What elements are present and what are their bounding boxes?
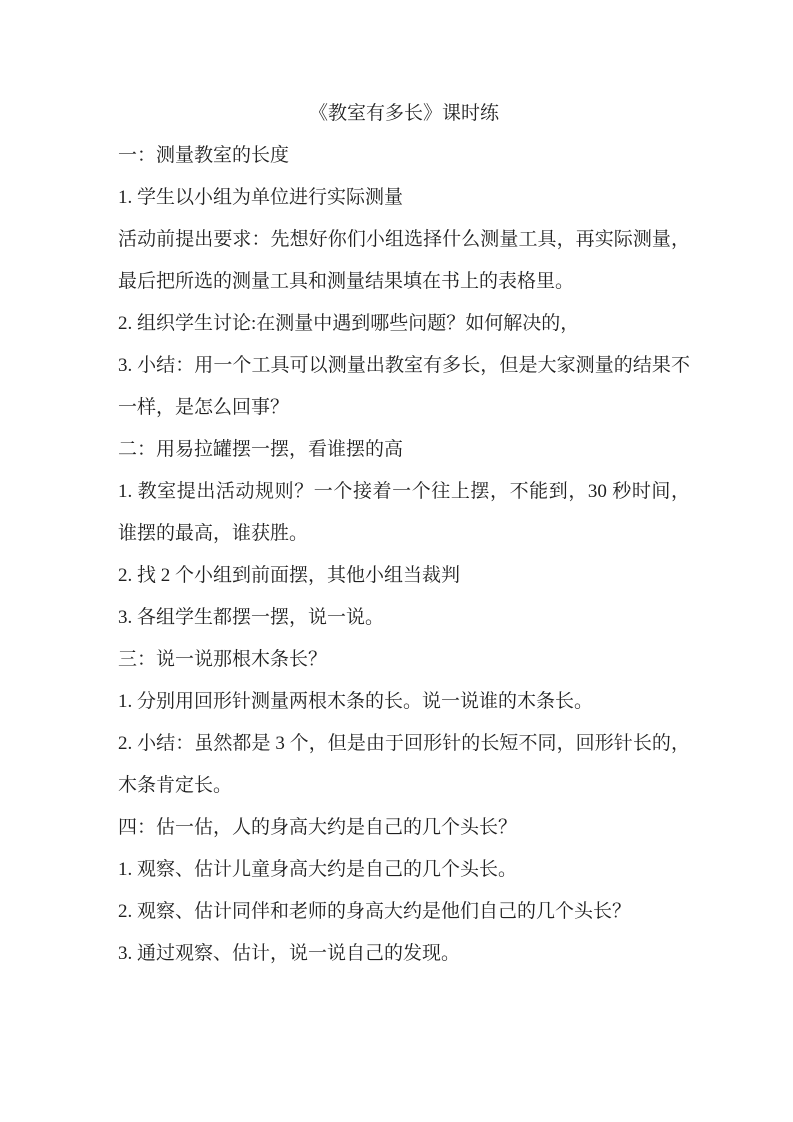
section-1-item-2: 活动前提出要求：先想好你们小组选择什么测量工具，再实际测量，最后把所选的测量工具和测量结果填在书上的表格里。 [118,229,690,292]
document-title: 《教室有多长》课时练 [308,103,499,124]
section-3-heading: 三：说一说那根木条长？ [118,649,328,670]
section-4-item-1: 1. 观察、估计儿童身高大约是自己的几个头长。 [118,859,518,880]
section-1-item-4: 3. 小结：用一个工具可以测量出教室有多长，但是大家测量的结果不一样，是怎么回事？ [118,355,690,418]
section-4-item-3: 3. 通过观察、估计，说一说自己的发现。 [118,943,461,964]
section-4-item-2: 2. 观察、估计同伴和老师的身高大约是他们自己的几个头长？ [118,901,632,922]
section-2-item-2: 2. 找 2 个小组到前面摆，其他小组当裁判 [118,565,461,586]
section-3-item-1: 1. 分别用回形针测量两根木条的长。说一说谁的木条长。 [118,691,594,712]
section-3-item-2: 2. 小结：虽然都是 3 个，但是由于回形针的长短不同，回形针长的，木条肯定长。 [118,733,690,796]
section-4-heading: 四：估一估，人的身高大约是自己的几个头长？ [118,817,518,838]
section-1-heading: 一：测量教室的长度 [118,145,290,166]
section-1-item-1: 1. 学生以小组为单位进行实际测量 [118,187,404,208]
section-1-item-3: 2. 组织学生讨论:在测量中遇到哪些问题？如何解决的， [118,313,580,334]
section-2-heading: 二：用易拉罐摆一摆，看谁摆的高 [118,439,404,460]
section-2-item-1: 1. 教室提出活动规则？一个接着一个往上摆，不能到，30 秒时间，谁摆的最高，谁获胜。 [118,481,690,544]
section-2-item-3: 3. 各组学生都摆一摆，说一说。 [118,607,385,628]
